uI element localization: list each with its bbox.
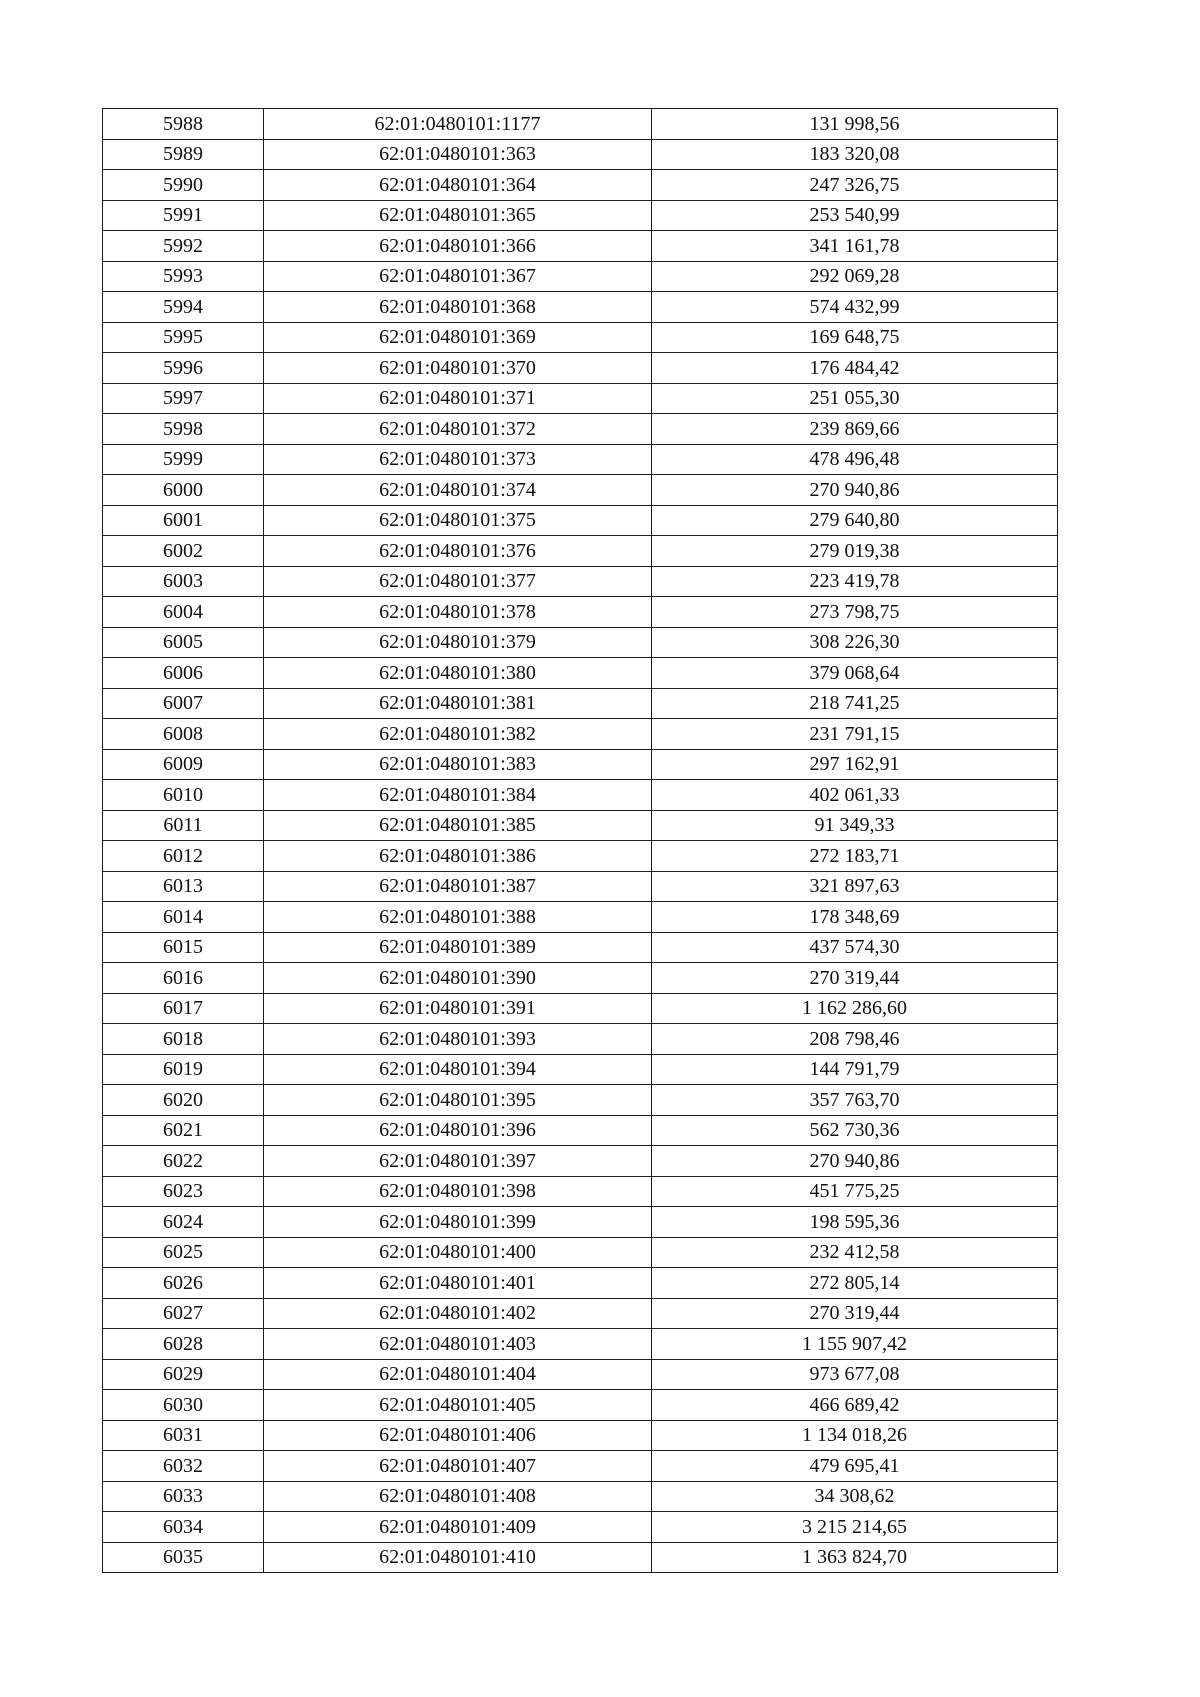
cadastral-number-cell: 62:01:0480101:366: [264, 231, 652, 262]
table-row: [103, 109, 1058, 140]
table-row: [103, 597, 1058, 628]
cadastral-value-cell: 1 134 018,26: [652, 1420, 1058, 1451]
row-number-cell: 6018: [103, 1024, 264, 1055]
table-row: [103, 1237, 1058, 1268]
table-row: [103, 1420, 1058, 1451]
table-row: [103, 871, 1058, 902]
table-row: [103, 1329, 1058, 1360]
table-row: [103, 444, 1058, 475]
row-number-cell: 5992: [103, 231, 264, 262]
row-number-cell: 6014: [103, 902, 264, 933]
row-number-cell: 6017: [103, 993, 264, 1024]
cadastral-number-cell: 62:01:0480101:403: [264, 1329, 652, 1360]
cadastral-number-cell: 62:01:0480101:400: [264, 1237, 652, 1268]
row-number-cell: 5990: [103, 170, 264, 201]
table-row: [103, 1268, 1058, 1299]
cadastral-number-cell: 62:01:0480101:398: [264, 1176, 652, 1207]
table-row: [103, 1481, 1058, 1512]
cadastral-number-cell: 62:01:0480101:372: [264, 414, 652, 445]
table-row: [103, 139, 1058, 170]
cadastral-number-cell: 62:01:0480101:408: [264, 1481, 652, 1512]
cadastral-number-cell: 62:01:0480101:389: [264, 932, 652, 963]
cadastral-value-cell: 308 226,30: [652, 627, 1058, 658]
cadastral-value-cell: 402 061,33: [652, 780, 1058, 811]
row-number-cell: 6022: [103, 1146, 264, 1177]
table-row: [103, 475, 1058, 506]
table-row: [103, 292, 1058, 323]
cadastral-number-cell: 62:01:0480101:396: [264, 1115, 652, 1146]
row-number-cell: 6010: [103, 780, 264, 811]
cadastral-number-cell: 62:01:0480101:405: [264, 1390, 652, 1421]
cadastral-value-cell: 176 484,42: [652, 353, 1058, 384]
cadastral-value-cell: 379 068,64: [652, 658, 1058, 689]
cadastral-value-cell: 321 897,63: [652, 871, 1058, 902]
cadastral-value-cell: 1 155 907,42: [652, 1329, 1058, 1360]
cadastral-value-cell: 279 640,80: [652, 505, 1058, 536]
cadastral-value-cell: 574 432,99: [652, 292, 1058, 323]
cadastral-number-cell: 62:01:0480101:386: [264, 841, 652, 872]
cadastral-value-cell: 169 648,75: [652, 322, 1058, 353]
table-row: [103, 1115, 1058, 1146]
cadastral-number-cell: 62:01:0480101:370: [264, 353, 652, 384]
cadastral-number-cell: 62:01:0480101:397: [264, 1146, 652, 1177]
table-row: [103, 1054, 1058, 1085]
row-number-cell: 6032: [103, 1451, 264, 1482]
table-row: [103, 627, 1058, 658]
table-row: [103, 841, 1058, 872]
cadastral-value-cell: 131 998,56: [652, 109, 1058, 140]
table-row: [103, 1390, 1058, 1421]
cadastral-number-cell: 62:01:0480101:377: [264, 566, 652, 597]
cadastral-value-cell: 198 595,36: [652, 1207, 1058, 1238]
table-row: [103, 1298, 1058, 1329]
row-number-cell: 6016: [103, 963, 264, 994]
row-number-cell: 6034: [103, 1512, 264, 1543]
table-row: [103, 963, 1058, 994]
cadastral-number-cell: 62:01:0480101:383: [264, 749, 652, 780]
cadastral-number-cell: 62:01:0480101:364: [264, 170, 652, 201]
row-number-cell: 5991: [103, 200, 264, 231]
table-row: [103, 749, 1058, 780]
table-row: [103, 200, 1058, 231]
row-number-cell: 6024: [103, 1207, 264, 1238]
table-row: [103, 170, 1058, 201]
cadastral-number-cell: 62:01:0480101:406: [264, 1420, 652, 1451]
row-number-cell: 6019: [103, 1054, 264, 1085]
row-number-cell: 6023: [103, 1176, 264, 1207]
cadastral-number-cell: 62:01:0480101:365: [264, 200, 652, 231]
cadastral-number-cell: 62:01:0480101:381: [264, 688, 652, 719]
row-number-cell: 6004: [103, 597, 264, 628]
table-row: [103, 1359, 1058, 1390]
row-number-cell: 6035: [103, 1542, 264, 1573]
cadastral-value-table: [102, 108, 1058, 1573]
table-row: [103, 719, 1058, 750]
cadastral-number-cell: 62:01:0480101:363: [264, 139, 652, 170]
table-row: [103, 780, 1058, 811]
cadastral-value-cell: 357 763,70: [652, 1085, 1058, 1116]
cadastral-number-cell: 62:01:0480101:369: [264, 322, 652, 353]
cadastral-value-cell: 1 162 286,60: [652, 993, 1058, 1024]
cadastral-number-cell: 62:01:0480101:401: [264, 1268, 652, 1299]
table-row: [103, 1542, 1058, 1573]
row-number-cell: 6003: [103, 566, 264, 597]
row-number-cell: 6013: [103, 871, 264, 902]
cadastral-value-cell: 297 162,91: [652, 749, 1058, 780]
cadastral-value-cell: 253 540,99: [652, 200, 1058, 231]
row-number-cell: 6029: [103, 1359, 264, 1390]
table-row: [103, 414, 1058, 445]
cadastral-value-cell: 478 496,48: [652, 444, 1058, 475]
row-number-cell: 6031: [103, 1420, 264, 1451]
cadastral-number-cell: 62:01:0480101:404: [264, 1359, 652, 1390]
row-number-cell: 5997: [103, 383, 264, 414]
cadastral-value-cell: 3 215 214,65: [652, 1512, 1058, 1543]
cadastral-value-cell: 279 019,38: [652, 536, 1058, 567]
cadastral-number-cell: 62:01:0480101:379: [264, 627, 652, 658]
table-row: [103, 902, 1058, 933]
table-row: [103, 932, 1058, 963]
cadastral-number-cell: 62:01:0480101:367: [264, 261, 652, 292]
row-number-cell: 6001: [103, 505, 264, 536]
table-row: [103, 1024, 1058, 1055]
cadastral-number-cell: 62:01:0480101:390: [264, 963, 652, 994]
cadastral-value-cell: 218 741,25: [652, 688, 1058, 719]
row-number-cell: 5989: [103, 139, 264, 170]
cadastral-number-cell: 62:01:0480101:409: [264, 1512, 652, 1543]
row-number-cell: 5993: [103, 261, 264, 292]
cadastral-value-cell: 562 730,36: [652, 1115, 1058, 1146]
cadastral-number-cell: 62:01:0480101:368: [264, 292, 652, 323]
cadastral-number-cell: 62:01:0480101:395: [264, 1085, 652, 1116]
row-number-cell: 6007: [103, 688, 264, 719]
table-row: [103, 566, 1058, 597]
cadastral-value-cell: 270 940,86: [652, 475, 1058, 506]
cadastral-value-cell: 231 791,15: [652, 719, 1058, 750]
cadastral-value-cell: 270 940,86: [652, 1146, 1058, 1177]
cadastral-number-cell: 62:01:0480101:391: [264, 993, 652, 1024]
cadastral-value-cell: 437 574,30: [652, 932, 1058, 963]
cadastral-number-cell: 62:01:0480101:410: [264, 1542, 652, 1573]
cadastral-value-cell: 973 677,08: [652, 1359, 1058, 1390]
table-row: [103, 1512, 1058, 1543]
cadastral-value-cell: 292 069,28: [652, 261, 1058, 292]
table-row: [103, 810, 1058, 841]
row-number-cell: 5994: [103, 292, 264, 323]
table-row: [103, 353, 1058, 384]
cadastral-number-cell: 62:01:0480101:380: [264, 658, 652, 689]
row-number-cell: 6025: [103, 1237, 264, 1268]
cadastral-value-cell: 466 689,42: [652, 1390, 1058, 1421]
cadastral-value-cell: 144 791,79: [652, 1054, 1058, 1085]
table-row: [103, 1176, 1058, 1207]
cadastral-value-cell: 270 319,44: [652, 963, 1058, 994]
cadastral-value-cell: 479 695,41: [652, 1451, 1058, 1482]
row-number-cell: 5988: [103, 109, 264, 140]
table-row: [103, 536, 1058, 567]
cadastral-number-cell: 62:01:0480101:399: [264, 1207, 652, 1238]
row-number-cell: 6011: [103, 810, 264, 841]
cadastral-value-cell: 341 161,78: [652, 231, 1058, 262]
cadastral-value-cell: 272 183,71: [652, 841, 1058, 872]
table-row: [103, 1451, 1058, 1482]
row-number-cell: 6015: [103, 932, 264, 963]
cadastral-number-cell: 62:01:0480101:374: [264, 475, 652, 506]
cadastral-value-cell: 1 363 824,70: [652, 1542, 1058, 1573]
cadastral-number-cell: 62:01:0480101:375: [264, 505, 652, 536]
row-number-cell: 6021: [103, 1115, 264, 1146]
row-number-cell: 5996: [103, 353, 264, 384]
table-row: [103, 322, 1058, 353]
table-row: [103, 1146, 1058, 1177]
row-number-cell: 6009: [103, 749, 264, 780]
cadastral-number-cell: 62:01:0480101:384: [264, 780, 652, 811]
cadastral-value-cell: 251 055,30: [652, 383, 1058, 414]
row-number-cell: 5998: [103, 414, 264, 445]
table-row: [103, 231, 1058, 262]
cadastral-value-cell: 208 798,46: [652, 1024, 1058, 1055]
cadastral-value-cell: 91 349,33: [652, 810, 1058, 841]
row-number-cell: 5995: [103, 322, 264, 353]
cadastral-number-cell: 62:01:0480101:407: [264, 1451, 652, 1482]
cadastral-number-cell: 62:01:0480101:376: [264, 536, 652, 567]
cadastral-value-cell: 451 775,25: [652, 1176, 1058, 1207]
table-row: [103, 1085, 1058, 1116]
cadastral-number-cell: 62:01:0480101:371: [264, 383, 652, 414]
row-number-cell: 6008: [103, 719, 264, 750]
cadastral-value-cell: 239 869,66: [652, 414, 1058, 445]
cadastral-value-cell: 178 348,69: [652, 902, 1058, 933]
table-row: [103, 505, 1058, 536]
cadastral-number-cell: 62:01:0480101:393: [264, 1024, 652, 1055]
row-number-cell: 6030: [103, 1390, 264, 1421]
cadastral-number-cell: 62:01:0480101:1177: [264, 109, 652, 140]
cadastral-value-cell: 232 412,58: [652, 1237, 1058, 1268]
row-number-cell: 6020: [103, 1085, 264, 1116]
row-number-cell: 6005: [103, 627, 264, 658]
row-number-cell: 6026: [103, 1268, 264, 1299]
row-number-cell: 6012: [103, 841, 264, 872]
row-number-cell: 6000: [103, 475, 264, 506]
cadastral-value-cell: 270 319,44: [652, 1298, 1058, 1329]
cadastral-number-cell: 62:01:0480101:373: [264, 444, 652, 475]
cadastral-number-cell: 62:01:0480101:378: [264, 597, 652, 628]
cadastral-number-cell: 62:01:0480101:385: [264, 810, 652, 841]
row-number-cell: 5999: [103, 444, 264, 475]
cadastral-value-cell: 272 805,14: [652, 1268, 1058, 1299]
table-body: [103, 109, 1058, 1573]
table-row: [103, 993, 1058, 1024]
cadastral-number-cell: 62:01:0480101:402: [264, 1298, 652, 1329]
row-number-cell: 6006: [103, 658, 264, 689]
cadastral-number-cell: 62:01:0480101:387: [264, 871, 652, 902]
cadastral-number-cell: 62:01:0480101:388: [264, 902, 652, 933]
row-number-cell: 6027: [103, 1298, 264, 1329]
table-row: [103, 688, 1058, 719]
table-row: [103, 658, 1058, 689]
cadastral-value-cell: 34 308,62: [652, 1481, 1058, 1512]
cadastral-number-cell: 62:01:0480101:394: [264, 1054, 652, 1085]
row-number-cell: 6033: [103, 1481, 264, 1512]
cadastral-value-cell: 183 320,08: [652, 139, 1058, 170]
cadastral-value-cell: 273 798,75: [652, 597, 1058, 628]
row-number-cell: 6028: [103, 1329, 264, 1360]
cadastral-value-cell: 247 326,75: [652, 170, 1058, 201]
table-row: [103, 1207, 1058, 1238]
table-row: [103, 261, 1058, 292]
row-number-cell: 6002: [103, 536, 264, 567]
cadastral-value-cell: 223 419,78: [652, 566, 1058, 597]
cadastral-number-cell: 62:01:0480101:382: [264, 719, 652, 750]
table-row: [103, 383, 1058, 414]
